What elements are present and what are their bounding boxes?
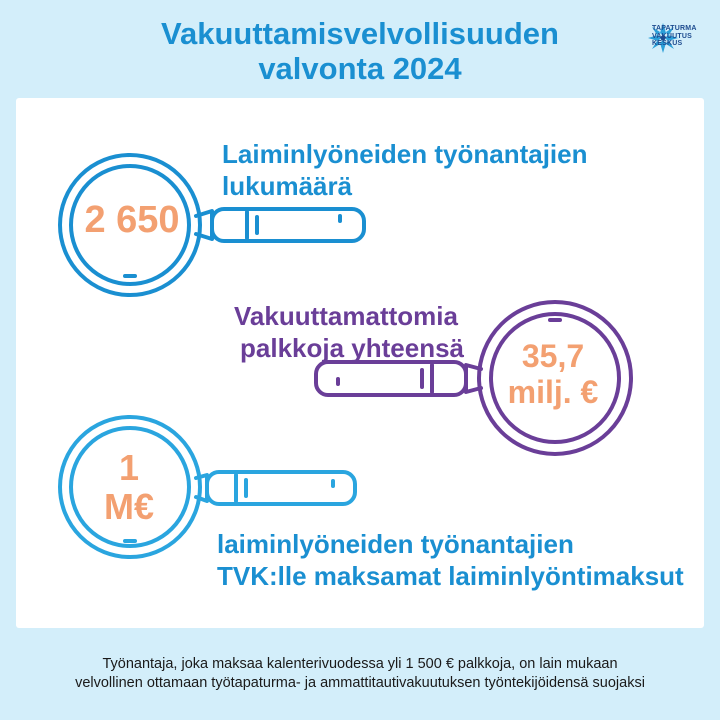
stat-value-fees: [70, 448, 188, 526]
stat-label-fees-line-2: TVK:lle maksamat laiminlyöntimaksut: [217, 561, 684, 591]
logo-line-3: KESKUS: [652, 40, 683, 47]
footer-line-2: velvollinen ottamaan työtapaturma- ja ammattitautivakuutuksen työntekijöidensä suojaksi: [75, 675, 645, 691]
stat-label-employers-line-1: Laiminlyöneiden työnantajien: [222, 139, 588, 169]
logo-line-1: TAPATURMA: [652, 25, 697, 32]
stat-value-wages-line-1: 35,7: [521, 338, 585, 374]
stat-label-employers: [222, 138, 588, 202]
stat-label-wages: [234, 300, 464, 364]
title-line-1: Vakuuttamisvelvollisuuden: [161, 16, 559, 51]
stat-value-employers: 2 650: [84, 199, 180, 241]
stat-value-fees-line-1: 1: [118, 447, 140, 488]
footer-note: [0, 655, 720, 693]
stat-value-wages: [478, 338, 628, 410]
stat-label-wages-line-2: palkkoja yhteensä: [240, 333, 464, 363]
stat-value-wages-line-2: milj. €: [507, 374, 599, 410]
stat-label-wages-line-1: Vakuuttamattomia: [234, 301, 458, 331]
footer-line-1: Työnantaja, joka maksaa kalenterivuodessa yli 1 500 € palkkoja, on lain mukaan: [102, 656, 618, 672]
stat-label-employers-line-2: lukumäärä: [222, 171, 353, 201]
stat-label-fees: [217, 528, 684, 592]
logo-line-2: VAKUUTUS: [652, 32, 692, 40]
title-line-2: valvonta 2024: [258, 51, 462, 86]
stat-label-fees-line-1: laiminlyöneiden työnantajien: [217, 529, 574, 559]
stat-value-fees-line-2: M€: [103, 486, 154, 527]
